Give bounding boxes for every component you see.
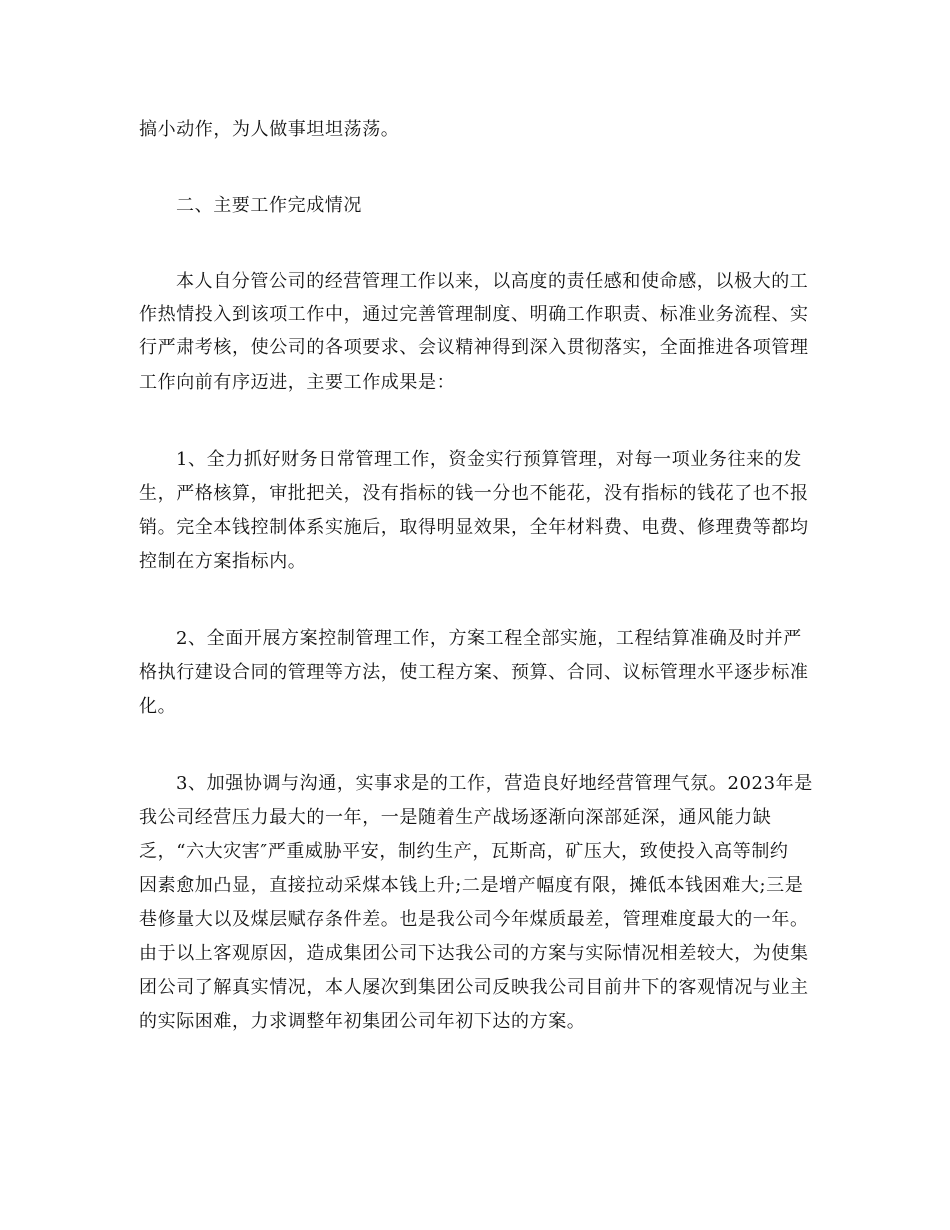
section-heading: 二、主要工作完成情况: [176, 195, 362, 216]
item3-line-6: 由于以上客观原因，造成集团公司下达我公司的方案与实际情况相差较大，为使集: [139, 943, 809, 964]
intro-line-2: 作热情投入到该项工作中，通过完善管理制度、明确工作职责、标准业务流程、实: [139, 304, 809, 325]
item1-line-3: 销。完全本钱控制体系实施后，取得明显效果，全年材料费、电费、修理费等都均: [139, 517, 809, 538]
item3-line-5: 巷修量大以及煤层赋存条件差。也是我公司今年煤质最差，管理难度最大的一年。: [139, 909, 809, 930]
item3-line-3: 乏，“六大灾害″严重威胁平安，制约生产，瓦斯高，矿压大，致使投入高等制约: [139, 841, 789, 862]
item3-line-2: 我公司经营压力最大的一年，一是随着生产战场逐渐向深部延深，通风能力缺: [139, 807, 772, 828]
item3-line-7: 团公司了解真实情况，本人屡次到集团公司反映我公司目前井下的客观情况与业主: [139, 977, 809, 998]
item3-line-1: 3、加强协调与沟通，实事求是的工作，营造良好地经营管理气氛。2023年是: [176, 773, 813, 794]
item1-line-2: 生，严格核算，审批把关，没有指标的钱一分也不能花，没有指标的钱花了也不报: [139, 483, 809, 504]
intro-line-1: 本人自分管公司的经营管理工作以来，以高度的责任感和使命感，以极大的工: [176, 271, 809, 292]
item1-line-1: 1、全力抓好财务日常管理工作，资金实行预算管理，对每一项业务往来的发: [176, 449, 802, 470]
continuation-text: 搞小动作，为人做事坦坦荡荡。: [139, 119, 400, 140]
item2-line-1: 2、全面开展方案控制管理工作，方案工程全部实施，工程结算准确及时并严: [176, 628, 802, 649]
item2-line-3: 化。: [139, 696, 177, 717]
item2-line-2: 格执行建设合同的管理等方法，使工程方案、预算、合同、议标管理水平逐步标准: [139, 662, 809, 683]
item1-line-4: 控制在方案指标内。: [139, 551, 307, 572]
intro-line-4: 工作向前有序迈进，主要工作成果是：: [139, 372, 456, 393]
intro-line-3: 行严肃考核，使公司的各项要求、会议精神得到深入贯彻落实，全面推进各项管理: [139, 337, 809, 358]
item3-line-8: 的实际困难，力求调整年初集团公司年初下达的方案。: [139, 1011, 586, 1032]
item3-line-4: 因素愈加凸显，直接拉动采煤本钱上升;二是增产幅度有限，摊低本钱困难大;三是: [139, 875, 804, 896]
